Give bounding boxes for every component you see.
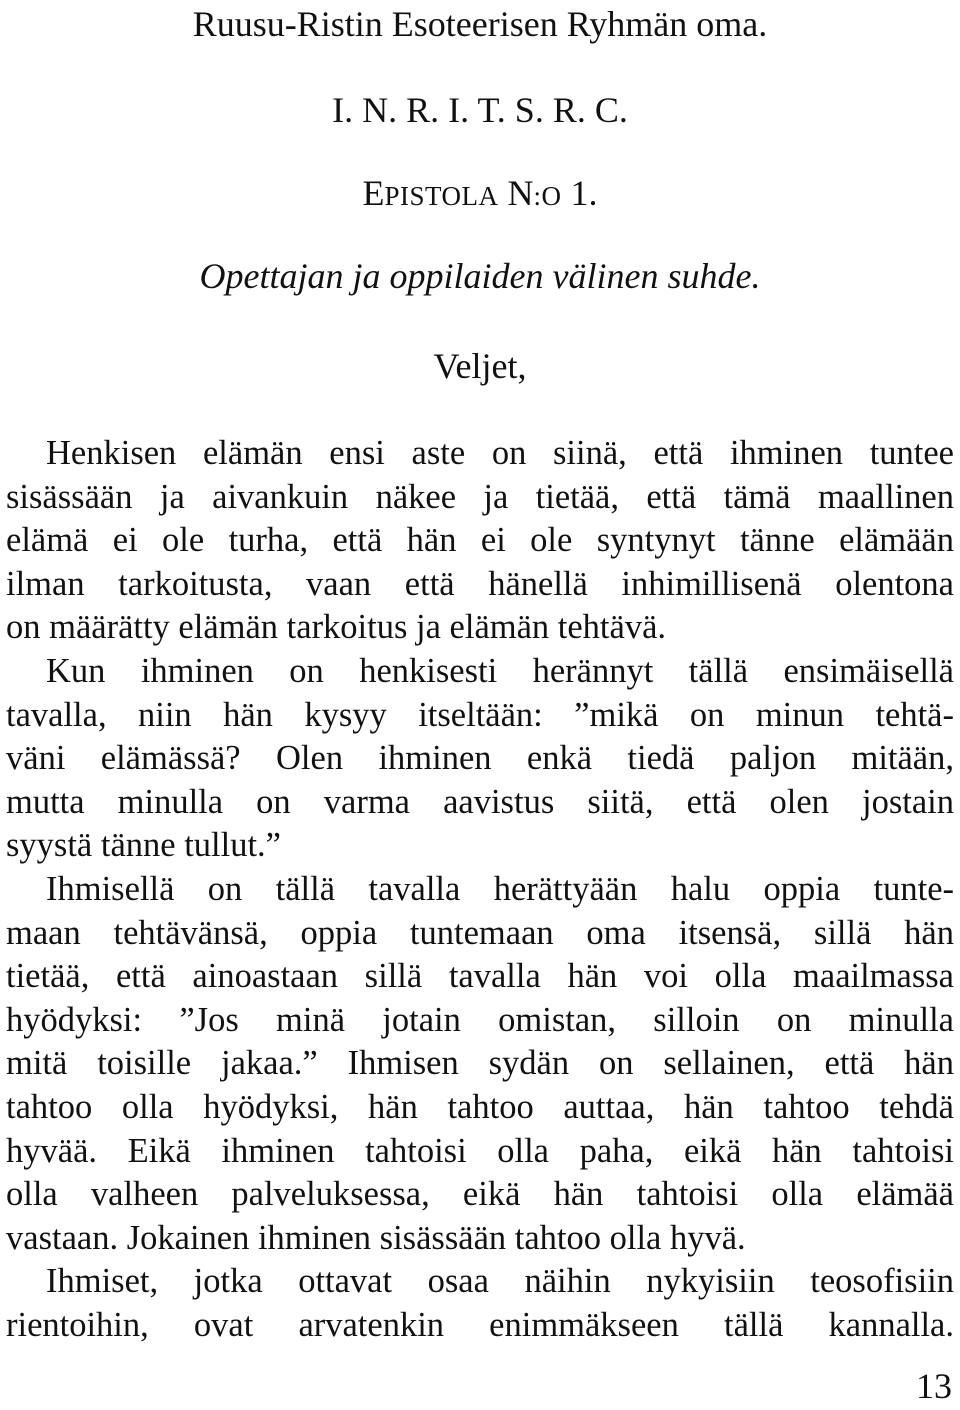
text-line: elämä ei ole turha, että hän ei ole syntynyt tänne elämään [6, 521, 954, 560]
text-line: on määrätty elämän tarkoitus ja elämän tehtävä. [6, 608, 667, 647]
epistola-heading [0, 171, 960, 218]
text-line: vastaan. Jokainen ihminen sisässään tahtoo olla hyvä. [6, 1218, 746, 1257]
text-line: Ihmisellä on tällä tavalla herättyään halu oppia tunte- [46, 869, 954, 908]
text-line: tahtoo olla hyödyksi, hän tahtoo auttaa, hän tahtoo tehdä [6, 1087, 954, 1126]
text-line: tietää, että ainoastaan sillä tavalla hän voi olla maailmassa [6, 957, 954, 996]
text-line: hyvää. Eikä ihminen tahtoisi olla paha, eikä hän tahtoisi [6, 1131, 954, 1170]
epistola-initial: E [362, 173, 385, 213]
text-line: syystä tänne tullut.” [6, 826, 281, 865]
text-line: hyödyksi: ”Jos minä jotain omistan, silloin on minulla [6, 1000, 954, 1039]
text-line: Kun ihminen on henkisesti herännyt tällä ensimäisellä [46, 651, 954, 690]
text-line: maan tehtävänsä, oppia tuntemaan oma itsensä, sillä hän [6, 913, 954, 952]
epistola-word-rest: PISTOLA [384, 181, 499, 211]
body-text [6, 432, 954, 1347]
epistola-number: 1. [570, 173, 598, 213]
number-abbrev-rest: :O [533, 181, 562, 211]
text-line: rientoihin, ovat arvatenkin enimmäkseen tällä kannalla. [6, 1305, 954, 1344]
text-line: tavalla, niin hän kysyy itseltään: ”mikä on minun tehtä- [6, 695, 954, 734]
text-line: mitä toisille jakaa.” Ihmisen sydän on sellainen, että hän [6, 1044, 954, 1083]
text-line: Ihmiset, jotka ottavat osaa näihin nykyisiin teosofisiin [46, 1262, 954, 1301]
page-number: 13 [916, 1366, 952, 1406]
text-line: Henkisen elämän ensi aste on siinä, että ihminen tuntee [46, 434, 954, 472]
number-initial: N [507, 173, 534, 213]
greeting: Veljet, [433, 346, 527, 386]
text-line: sisässään ja aivankuin näkee ja tietää, että tämä maallinen [6, 477, 954, 516]
organization-heading: Ruusu-Ristin Esoteerisen Ryhmän oma. [192, 4, 768, 44]
text-line: mutta minulla on varma aavistus siitä, että olen jostain [6, 782, 954, 821]
text-line: ilman tarkoitusta, vaan että hänellä inhimillisenä olentona [6, 564, 954, 603]
text-line: väni elämässä? Olen ihminen enkä tiedä paljon mitään, [6, 739, 954, 778]
text-line: olla valheen palveluksessa, eikä hän tahtoisi olla elämää [6, 1175, 954, 1214]
order-abbreviation: I. N. R. I. T. S. R. C. [332, 90, 628, 130]
subject-heading: Opettajan ja oppilaiden välinen suhde. [199, 256, 761, 296]
